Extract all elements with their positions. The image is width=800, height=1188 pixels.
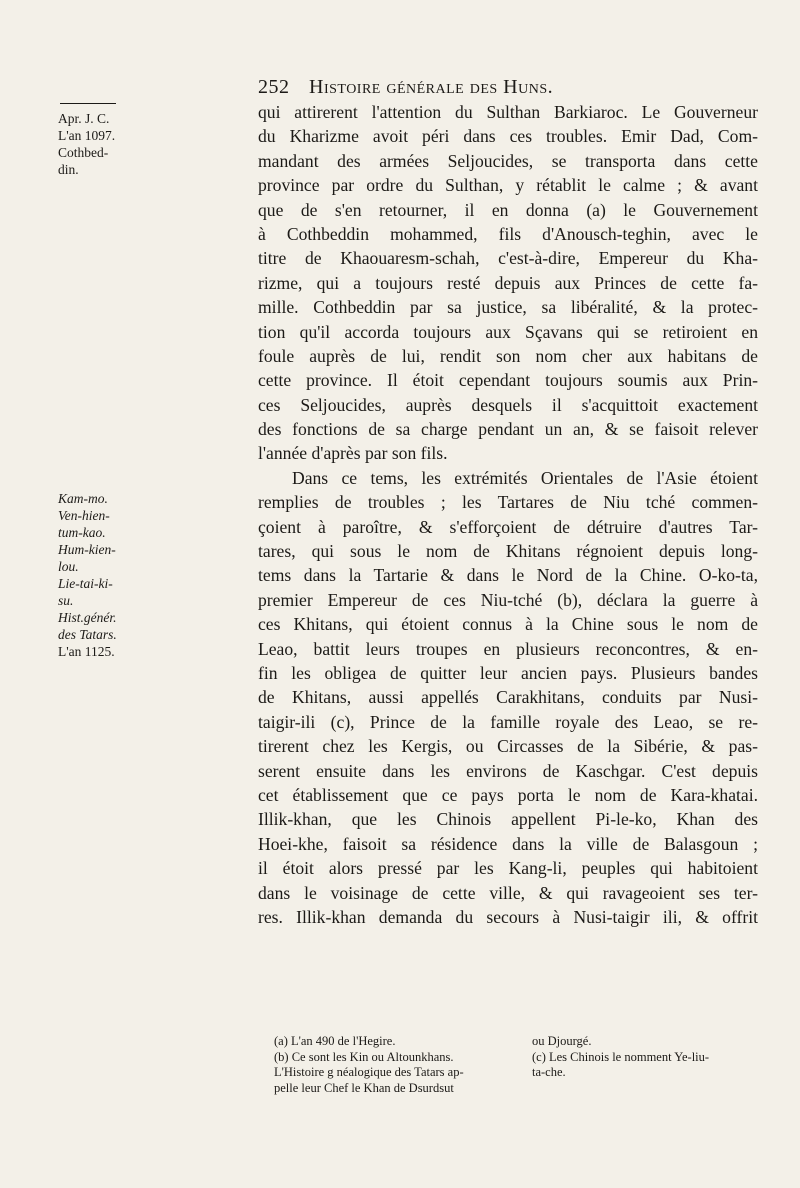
footnote-b-line: L'Histoire g néalogique des Tatars ap- [274, 1065, 464, 1079]
text-line: ces Khitans, qui étoient connus à la Chine sous le nom de [258, 614, 758, 635]
footnotes [274, 1034, 774, 1096]
text-line: Dans ce tems, les extrémités Orientales de l'Asie étoient [292, 467, 758, 488]
margin-note-line: Hist.génér. [58, 610, 117, 625]
running-head [258, 76, 728, 102]
text-line: çoient à paroître, & s'efforçoient de détruire d'autres Tar- [258, 516, 758, 537]
text-line: res. Illik-khan demanda du secours à Nusi-taigir ili, & offrit [258, 906, 758, 927]
margin-note-line: Ven-hien- [58, 508, 110, 523]
text-line: tems dans la Tartarie & dans le Nord de la Chine. O-ko-ta, [258, 565, 758, 586]
text-line: Illik-khan, que les Chinois appellent Pi-le-ko, Khan des [258, 809, 758, 830]
text-line: du Kharizme avoit péri dans ces troubles. Emir Dad, Com- [258, 126, 758, 147]
text-line: l'année d'après par son fils. [258, 443, 448, 464]
text-line: qui attirerent l'attention du Sulthan Barkiaroc. Le Gouverneur [258, 102, 758, 122]
footnote-b-line: pelle leur Chef le Khan de Dsurdsut [274, 1080, 454, 1095]
text-line: titre de Khaouaresm-schah, c'est-à-dire, Empereur du Kha- [258, 248, 758, 269]
margin-note-line: L'an 1125. [58, 644, 115, 659]
text-line: rizme, qui a toujours resté depuis aux Princes de cette fa- [258, 272, 758, 293]
text-line: serent ensuite dans les environs de Kaschgar. C'est depuis [258, 760, 758, 781]
text-line: cette province. Il étoit cependant toujours soumis aux Prin- [258, 370, 758, 391]
footnote-row [274, 1065, 774, 1081]
body-text [258, 100, 758, 929]
margin-note-line: Cothbed- [58, 145, 109, 160]
running-title: Histoire générale des Huns. [309, 76, 554, 98]
text-line: Hoei-khe, faisoit sa résidence dans la ville de Balasgoun ; [258, 833, 758, 854]
margin-note-line: din. [58, 162, 79, 177]
page-number: 252 [258, 76, 290, 98]
text-line: ces Seljoucides, auprès desquels il s'acquittoit exactement [258, 394, 758, 415]
text-line: tares, qui sous le nom de Khitans régnoient depuis long- [258, 541, 758, 562]
margin-note-line: Apr. J. C. [58, 111, 110, 126]
margin-note-sources [58, 490, 132, 660]
text-line: des fonctions de sa charge pendant un an, & se faisoit relever [258, 419, 758, 440]
margin-rule [60, 103, 116, 104]
margin-note-line: Lie-tai-ki- [58, 576, 113, 591]
text-line: taigir-ili (c), Prince de la famille royale des Leao, se re- [258, 711, 758, 732]
text-line: province par ordre du Sulthan, y rétablit le calme ; & avant [258, 175, 758, 196]
text-line: Leao, battit leurs troupes en plusieurs reconcontres, & en- [258, 638, 758, 659]
text-line: tion qu'il accorda toujours aux Sçavans qui se retiroient en [258, 321, 758, 342]
text-line: de Khitans, aussi appellés Carakhitans, conduits par Nusi- [258, 687, 758, 708]
margin-note-line: des Tatars. [58, 627, 117, 642]
footnote-row [274, 1034, 774, 1050]
text-line: mandant des armées Seljoucides, se transporta dans cette [258, 150, 758, 171]
footnote-b-cont: ou Djourgé. [532, 1034, 592, 1048]
text-line: fin les obligea de quitter leur ancien pays. Plusieurs bandes [258, 662, 758, 683]
text-line: premier Empereur de ces Niu-tché (b), déclara la guerre à [258, 589, 758, 610]
footnote-row [274, 1050, 774, 1066]
text-line: tirerent chez les Kergis, ou Circasses de la Sibérie, & pas- [258, 736, 758, 757]
margin-note-line: Hum-kien- [58, 542, 116, 557]
footnote-b: (b) Ce sont les Kin ou Altounkhans. [274, 1049, 454, 1064]
footnote-row [274, 1081, 774, 1097]
footnote-c: (c) Les Chinois le nomment Ye-liu- [532, 1049, 710, 1064]
text-line: cet établissement que ce pays porta le nom de Kara-khatai. [258, 784, 758, 805]
text-line: dans le voisinage de cette ville, & qui ravageoient ses ter- [258, 882, 758, 903]
margin-note-line: tum-kao. [58, 525, 106, 540]
text-line: à Cothbeddin mohammed, fils d'Anousch-teghin, avec le [258, 223, 758, 244]
text-line: remplies de troubles ; les Tartares de Niu tché commen- [258, 492, 758, 513]
text-line: il étoit alors pressé par les Kang-li, peuples qui habitoient [258, 858, 758, 879]
footnote-a: (a) L'an 490 de l'Hegire. [274, 1034, 396, 1048]
margin-note-date [58, 110, 132, 178]
text-line: mille. Cothbeddin par sa justice, sa libéralité, & la protec- [258, 297, 758, 318]
margin-note-line: su. [58, 593, 74, 608]
footnote-c-cont: ta-che. [532, 1065, 566, 1079]
margin-note-line: L'an 1097. [58, 128, 116, 143]
footnote-empty [522, 1081, 774, 1097]
text-line: que de s'en retourner, il en donna (a) le Gouvernement [258, 199, 758, 220]
text-line: foule auprès de lui, rendit son nom cher aux habitans de [258, 345, 758, 366]
margin-note-line: Kam-mo. [58, 491, 108, 506]
margin-note-line: lou. [58, 559, 79, 574]
